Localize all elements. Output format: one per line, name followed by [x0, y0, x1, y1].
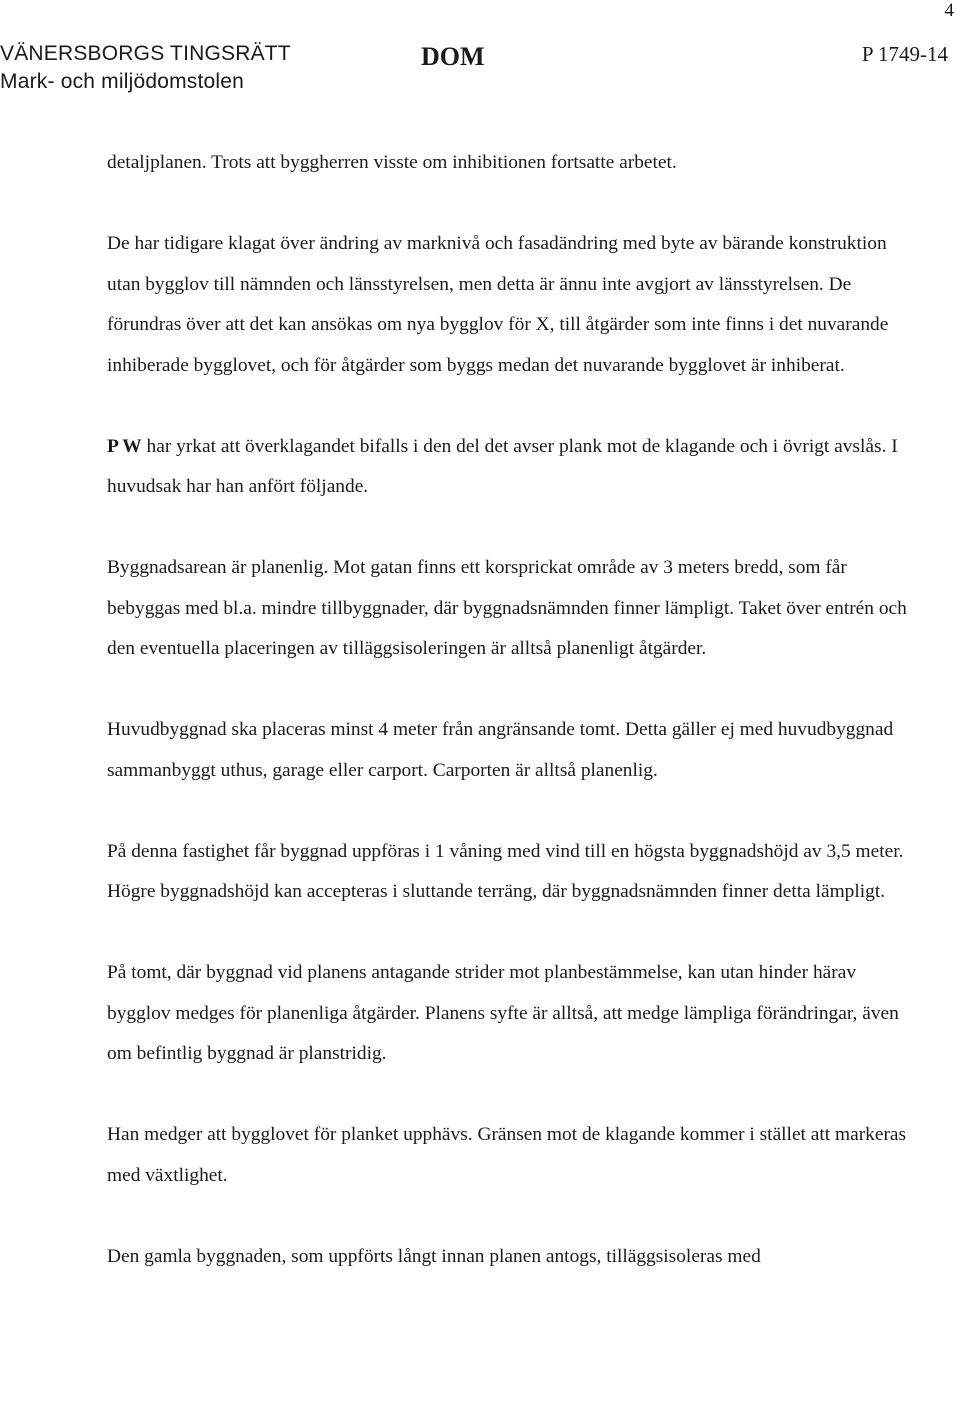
case-number: P 1749-14: [861, 42, 948, 66]
paragraph: Han medger att bygglovet för planket upphävs. Gränsen mot de klagande kommer i stället att markeras med växtlighet.: [107, 1124, 907, 1186]
court-header: [0, 40, 291, 96]
paragraph: Byggnadsarean är planenlig. Mot gatan finns ett korsprickat område av 3 meters bredd, som får bebyggas med bl.a. mindre tillbyggnader, där byggnadsnämnden finner lämpligt. Taket över entrén och den eventuella placeringen av tilläggsisoleringen är alltså planenligt åtgärder.: [107, 557, 907, 659]
paragraph: På denna fastighet får byggnad uppföras i 1 våning med vind till en högsta byggnadshöjd av 3,5 meter. Högre byggnadshöjd kan accepteras i sluttande terräng, där byggnadsnämnden finner detta lämpligt.: [107, 840, 904, 902]
paragraph: De har tidigare klagat över ändring av marknivå och fasadändring med byte av bärande konstruktion utan bygglov till nämnden och länsstyrelsen, men detta är ännu inte avgjort av länsstyrelsen. De förundras över att det kan ansökas om nya bygglov för X, till åtgärder som inte finns i det nuvarande inhiberade bygglovet, och för åtgärder som byggs medan det nuvarande bygglovet är inhiberat.: [107, 233, 889, 376]
document-type: DOM: [421, 42, 485, 71]
page-number: 4: [944, 0, 954, 21]
court-name: VÄNERSBORGS TINGSRÄTT: [0, 42, 291, 65]
paragraph: Den gamla byggnaden, som uppförts långt innan planen antogs, tilläggsisoleras med: [107, 1245, 761, 1267]
party-initials: P W: [107, 435, 142, 457]
paragraph: På tomt, där byggnad vid planens antagande strider mot planbestämmelse, kan utan hinder härav bygglov medges för planenliga åtgärder. Planens syfte är alltså, att medge lämpliga förändringar, även om befintlig byggnad är planstridig.: [107, 962, 899, 1064]
paragraph: Huvudbyggnad ska placeras minst 4 meter från angränsande tomt. Detta gäller ej med huvudbyggnad sammanbyggt uthus, garage eller carport. Carporten är alltså planenlig.: [107, 719, 894, 781]
paragraph: detaljplanen. Trots att byggherren visste om inhibitionen fortsatte arbetet.: [107, 152, 677, 173]
paragraph-text: har yrkat att överklagandet bifalls i den del det avser plank mot de klagande och i övrigt avslås. I huvudsak har han anfört följande.: [107, 435, 898, 497]
document-body: [107, 143, 907, 1277]
court-division: Mark- och miljödomstolen: [0, 70, 245, 93]
paragraph: [107, 427, 907, 508]
